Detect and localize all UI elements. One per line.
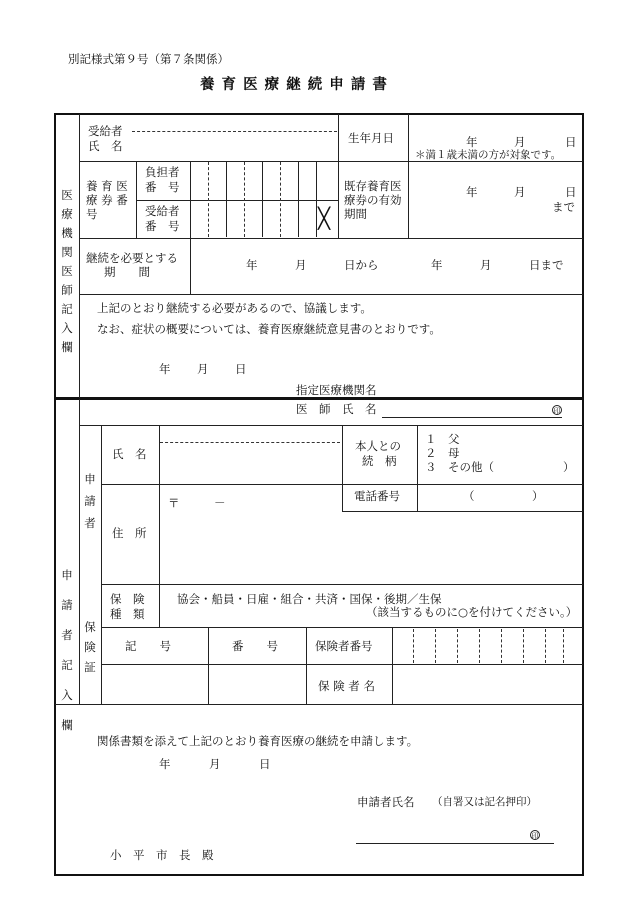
relation-option-father[interactable]: １ 父	[425, 432, 460, 446]
insurer-name-label: 保 険 者 名	[318, 679, 375, 693]
insurer-number-label: 保険者番号	[315, 639, 373, 653]
signature-note: （自署又は記名押印）	[432, 796, 537, 808]
relation-option-other[interactable]: ３ その他（ ）	[425, 460, 575, 474]
statement-line-1: 上記のとおり継続する必要があるので、協議します。	[97, 301, 372, 315]
recipient-number-label: 受給者	[145, 204, 180, 218]
cross-mark-icon: ╳	[318, 206, 331, 230]
doctor-seal-icon: 印	[553, 407, 561, 415]
address-field[interactable]	[163, 515, 581, 581]
birthdate-label: 生年月日	[348, 131, 394, 145]
relation-option-mother[interactable]: ２ 母	[425, 446, 460, 460]
doctor-name-label: 医 師 氏 名	[296, 402, 377, 416]
number-label: 番 号	[232, 639, 278, 653]
birthdate-note: ＊満１歳未満の方が対象です。	[415, 149, 562, 161]
insurance-types[interactable]: 協会・船員・日雇・組合・共済・国保・後期／生保	[177, 592, 442, 606]
page-title: 養 育 医 療 継 続 申 請 書	[200, 76, 388, 93]
postal-code-field[interactable]: 〒 －	[168, 496, 226, 510]
continuation-label: 継続を必要とする	[86, 251, 178, 265]
form-code: 別記様式第９号（第７条関係）	[68, 52, 229, 66]
symbol-label: 記 号	[125, 639, 171, 653]
applicant-seal-icon: 印	[531, 832, 539, 840]
institution-label: 指定医療機関名	[296, 383, 377, 397]
burden-number-label: 負担者	[145, 165, 180, 179]
phone-label: 電話番号	[354, 489, 400, 503]
insurance-note: （該当するものに○を付けてください。）	[366, 605, 578, 619]
addressee: 小 平 市 長 殿	[110, 848, 214, 862]
applicant-side-label: 申 請 者 記 入 欄	[61, 568, 73, 732]
applicant-name-field[interactable]	[163, 446, 339, 482]
ticket-number-label: 養 育 医	[86, 179, 128, 193]
applicant-label: 申 請 者	[84, 472, 96, 530]
request-text: 関係書類を添えて上記のとおり養育医療の継続を申請します。	[97, 734, 419, 748]
name-label: 氏 名	[112, 447, 147, 461]
insurance-type-label: 保 険	[110, 592, 145, 606]
insurance-card-label: 保 険 証	[84, 620, 96, 674]
statement-line-2: なお、症状の概要については、養育医療継続意見書のとおりです。	[97, 322, 441, 336]
validity-label: 既存養育医	[344, 179, 402, 193]
relation-label: 本人との	[355, 439, 401, 453]
phone-field[interactable]: （ ）	[463, 489, 544, 503]
applicant-name-label: 申請者氏名	[357, 795, 415, 809]
applicant-signature-line[interactable]	[356, 843, 554, 844]
address-label: 住 所	[112, 526, 147, 540]
recipient-name-label: 受給者	[88, 124, 123, 138]
recipient-name-field[interactable]	[140, 135, 335, 159]
medical-side-label: 医 療 機 関 医 師 記 入 欄	[61, 188, 73, 354]
